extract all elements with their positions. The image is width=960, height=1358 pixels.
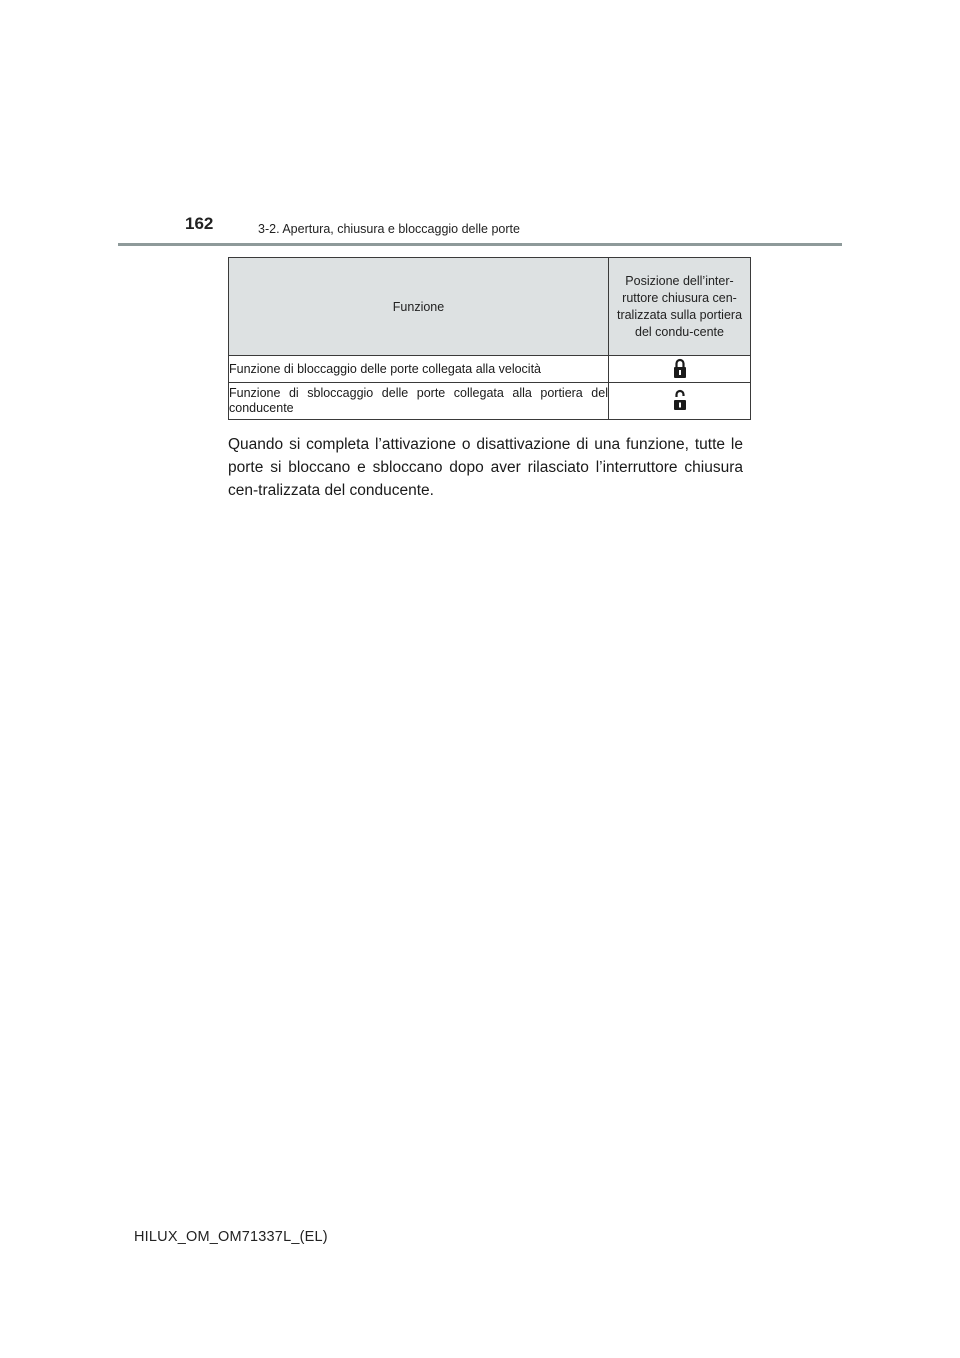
footer-doc-code: HILUX_OM_OM71337L_(EL) — [134, 1229, 328, 1245]
row-position-cell — [609, 383, 751, 420]
header-switch-position: Posizione dell’inter-ruttore chiusura cen-tralizzata sulla portiera del condu-cente — [609, 258, 751, 356]
header-rule — [118, 243, 842, 246]
function-table — [228, 257, 751, 420]
row-position-cell — [609, 356, 751, 383]
row-function-label: Funzione di sbloccaggio delle porte collegata alla portiera del conducente — [229, 383, 609, 420]
row-function-label: Funzione di bloccaggio delle porte collegata alla velocità — [229, 356, 609, 383]
lock-open-icon — [673, 389, 687, 411]
table-row — [229, 383, 751, 420]
header-function: Funzione — [229, 258, 609, 356]
body-paragraph: Quando si completa l’attivazione o disattivazione di una funzione, tutte le porte si bloccano e sbloccano dopo aver rilasciato l’interruttore chiusura cen-tralizzata del conducente. — [228, 436, 743, 499]
section-title: 3-2. Apertura, chiusura e bloccaggio delle porte — [258, 222, 520, 236]
table-header-row — [229, 258, 751, 356]
lock-closed-icon — [673, 357, 687, 379]
page-number: 162 — [185, 214, 214, 233]
table-row — [229, 356, 751, 383]
